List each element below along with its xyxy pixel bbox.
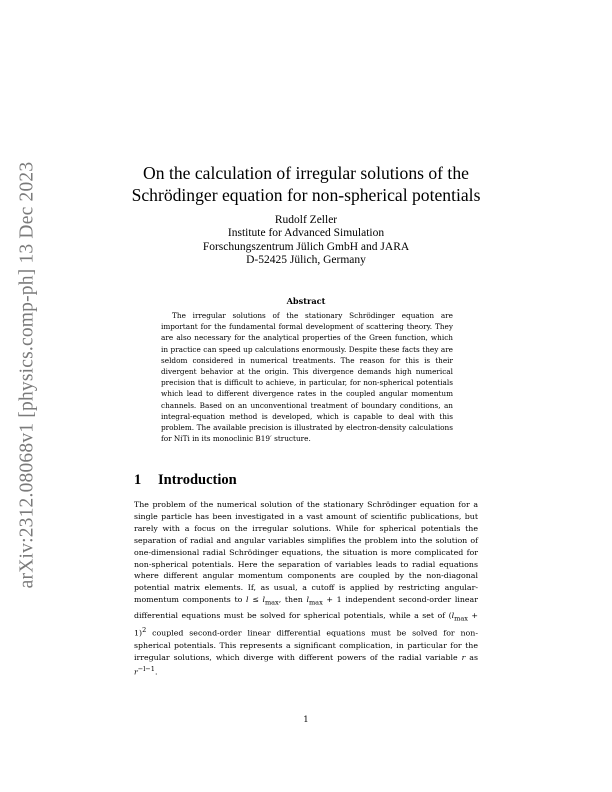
abstract-prime: ′ [270,434,272,444]
author-name: Rudolf Zeller [274,214,338,226]
arxiv-identifier-stamp [16,150,38,600]
paper-title [100,162,512,206]
math-exponent-superscript: −l−1 [137,664,155,673]
intro-text-5: coupled second-order linear differential equations must be solved for non-spherical potentials. This represents a significant complication, in particular for the irregular solutions, which diverge with different powers of the radial variable [134,628,478,662]
abstract-text [161,310,453,444]
intro-text-4: + 1) [134,610,478,638]
math-max-subscript: max [454,614,468,623]
introduction-paragraph [134,499,478,678]
math-lmax: l [306,595,309,605]
intro-text-6: as [465,652,478,662]
section-number: 1 [134,472,142,488]
math-squared-superscript: 2 [142,626,147,635]
math-r: r [461,652,466,662]
author-affiliation-1: Institute for Advanced Simulation [227,227,385,240]
author-address: D-52425 Jülich, Germany [246,254,366,267]
author-block [100,214,512,268]
intro-text-7: . [154,667,158,677]
abstract-heading: Abstract [286,296,326,306]
arxiv-identifier-text: arXiv:2312.08068v1 [physics.comp-ph] 13 Dec 2023 [16,161,37,589]
abstract-text-part-1: The irregular solutions of the stationary Schrödinger equation are important for the fundamental formal development of scattering theory. They are also necessary for the analytical properties of the Green function, which in practice can speed up calculations enormously. Despite these facts they are seldom considered in numerical treatments. The reason for this is their divergent behavior at the origin. This divergence demands high numerical precision that is difficult to achieve, in particular, for non-spherical potentials which lead to different divergence rates in the coupled angular momentum channels. Based on an unconventional treatment of boundary conditions, an integral-equation method is developed, which is capable to deal with this problem. The available precision is illustrated by electron-density calculations for NiTi in its monoclinic B19 [161,311,453,444]
math-l-le-lmax: l ≤ l [246,595,265,605]
page-number: 1 [303,715,309,725]
intro-text-1: The problem of the numerical solution of the stationary Schrödinger equation for a single particle has been investigated in a vast amount of scientific publications, but rarely with a focus on the irregular solutions. While for spherical potentials the separation of radial and angular variables simplifies the problem into the solution of one-dimensional radial Schrödinger equations, the situation is more complicated for non-spherical potentials. Here the separation of variables leads to radial equations where different angular momentum components are coupled by the non-diagonal potential matrix elements. If, as usual, a cutoff is applied by restricting angular-momentum components to [134,500,478,605]
section-heading [134,472,237,489]
title-line-1: On the calculation of irregular solutions of the [143,163,469,183]
intro-text-3: + 1 independent second-order linear differential equations must be solved for spherical potentials, while a set of ( [134,595,478,620]
section-title: Introduction [158,472,237,488]
author-affiliation-2: Forschungszentrum Jülich GmbH and JARA [202,240,410,253]
math-lmax: l [451,610,455,620]
intro-text-2: , then [278,595,307,605]
abstract-text-part-2: structure. [271,434,311,444]
math-max-subscript: max [308,598,323,607]
title-line-2: Schrödinger equation for non-spherical potentials [131,185,481,205]
math-max-subscript: max [264,598,279,607]
math-r-base: r [134,667,138,677]
